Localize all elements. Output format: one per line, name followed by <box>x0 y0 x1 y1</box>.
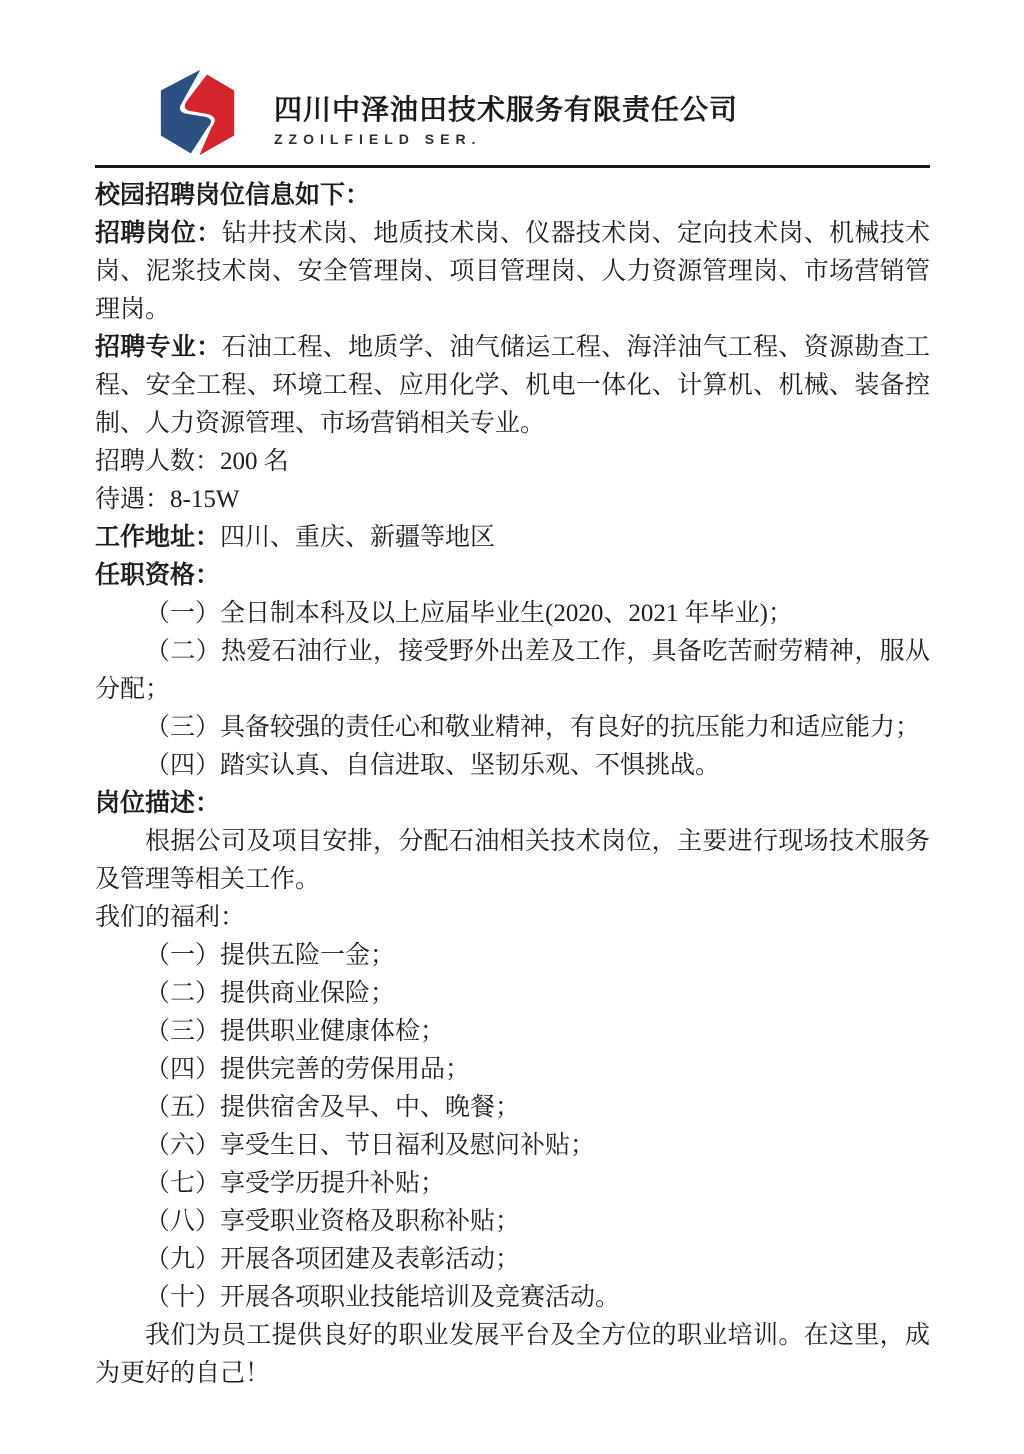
field-majors-label: 招聘专业： <box>95 334 222 361</box>
qualification-item: （四）踏实认真、自信进取、坚韧乐观、不惧挑战。 <box>145 752 721 779</box>
qualifications-heading: 任职资格： <box>95 562 221 589</box>
company-logo-icon <box>147 66 248 160</box>
field-headcount-label: 招聘人数： <box>95 448 221 475</box>
benefit-item: （二）提供商业保险； <box>145 980 396 1007</box>
letterhead-divider <box>95 165 930 168</box>
closing-paragraph: 我们为员工提供良好的职业发展平台及全方位的职业培训。在这里，成为更好的自己！ <box>95 1322 930 1387</box>
qualification-item: （一）全日制本科及以上应届毕业生(2020、2021 年毕业)； <box>145 600 793 627</box>
benefit-item: （十）开展各项职业技能培训及竞赛活动。 <box>145 1284 621 1311</box>
field-positions-label: 招聘岗位： <box>95 220 222 247</box>
benefit-item: （四）提供完善的劳保用品； <box>145 1056 471 1083</box>
benefit-item: （八）享受职业资格及职称补贴； <box>145 1208 521 1235</box>
benefit-item: （一）提供五险一金； <box>145 942 396 969</box>
benefit-item: （六）享受生日、节日福利及慰问补贴； <box>145 1132 596 1159</box>
field-headcount <box>95 443 930 481</box>
field-salary <box>95 481 930 519</box>
intro-line: 校园招聘岗位信息如下： <box>95 182 371 209</box>
company-name: 四川中泽油田技术服务有限责任公司 <box>274 94 739 125</box>
field-location-value: 四川、重庆、新疆等地区 <box>220 524 496 551</box>
job-description-heading: 岗位描述： <box>95 790 221 817</box>
field-location <box>95 519 930 557</box>
letterhead-text <box>274 79 738 147</box>
document-body <box>95 177 930 1393</box>
letterhead <box>147 66 930 160</box>
qualification-item: （二）热爱石油行业，接受野外出差及工作，具备吃苦耐劳精神，服从分配； <box>95 638 930 703</box>
field-majors-value: 石油工程、地质学、油气储运工程、海洋油气工程、资源勘查工程、安全工程、环境工程、应用化学、机电一体化、计算机、机械、装备控制、人力资源管理、市场营销相关专业。 <box>95 334 930 437</box>
field-positions-value: 钻井技术岗、地质技术岗、仪器技术岗、定向技术岗、机械技术岗、泥浆技术岗、安全管理岗、项目管理岗、人力资源管理岗、市场营销管理岗。 <box>95 220 930 323</box>
qualification-item: （三）具备较强的责任心和敬业精神，有良好的抗压能力和适应能力； <box>145 714 921 741</box>
benefit-item: （七）享受学历提升补贴； <box>145 1170 446 1197</box>
field-salary-value: 8-15W <box>170 486 240 513</box>
company-subtitle: ZZOILFIELD SER. <box>274 131 482 147</box>
field-salary-label: 待遇： <box>95 486 171 513</box>
field-headcount-value: 200 名 <box>220 448 289 475</box>
benefit-item: （五）提供宿舍及早、中、晚餐； <box>145 1094 521 1121</box>
job-description-text: 根据公司及项目安排，分配石油相关技术岗位，主要进行现场技术服务及管理等相关工作。 <box>95 828 930 893</box>
field-location-label: 工作地址： <box>95 524 221 551</box>
field-positions <box>95 215 930 329</box>
benefits-heading: 我们的福利： <box>95 904 246 931</box>
benefit-item: （九）开展各项团建及表彰活动； <box>145 1246 521 1273</box>
benefit-item: （三）提供职业健康体检； <box>145 1018 446 1045</box>
field-majors <box>95 329 930 443</box>
